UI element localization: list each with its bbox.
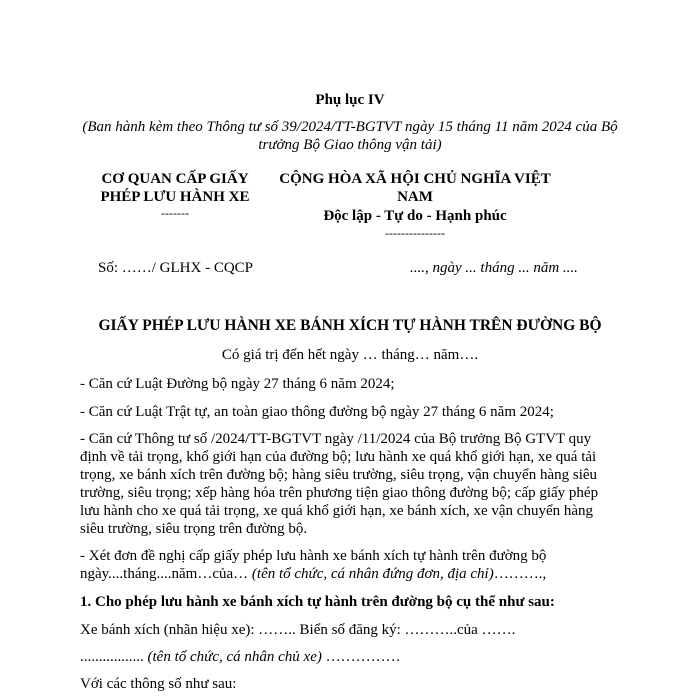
nation-dashes: --------------- — [385, 226, 445, 240]
request-trailing-dots: ………., — [493, 566, 547, 582]
params-line: Với các thông số như sau: — [80, 676, 237, 692]
circular-basis-line: siêu trường, siêu trọng trên đường bộ. — [80, 521, 308, 537]
nation-name-line2: NAM — [397, 189, 433, 205]
agency-dashes: ------- — [161, 206, 189, 220]
main-title: GIẤY PHÉP LƯU HÀNH XE BÁNH XÍCH TỰ HÀNH TRÊN ĐƯỜNG BỘ — [98, 317, 602, 334]
request-line1: - Xét đơn đề nghị cấp giấy phép lưu hành xe bánh xích tự hành trên đường bộ — [80, 548, 547, 564]
vehicle-line: Xe bánh xích (nhãn hiệu xe): …….. Biển số đăng ký: ………..của ……. — [80, 622, 516, 638]
agency-name-line2: PHÉP LƯU HÀNH XE — [100, 189, 250, 205]
owner-line — [80, 648, 401, 666]
place-date: ...., ngày ... tháng ... năm .... — [410, 260, 578, 276]
circular-basis-line: trọng, xe bánh xích trên đường bộ; hàng siêu trường, siêu trọng, vận chuyển hàng siêu — [80, 467, 598, 483]
appendix-title: Phụ lục IV — [315, 92, 385, 108]
agency-name-line1: CƠ QUAN CẤP GIẤY — [101, 171, 249, 187]
basis-road-law: - Căn cứ Luật Đường bộ ngày 27 tháng 6 năm 2024; — [80, 376, 395, 392]
nation-name-line1: CỘNG HÒA XÃ HỘI CHỦ NGHĨA VIỆT — [279, 171, 551, 187]
issued-note-line2: trưởng Bộ Giao thông vận tải) — [258, 137, 442, 153]
circular-basis-line: lưu hành cho xe quá tải trọng, xe quá khổ giới hạn, xe bánh xích, xe vận chuyển hàng — [80, 503, 594, 519]
circular-basis-line: định về tải trọng, khổ giới hạn của đường bộ; lưu hành xe quá khổ giới hạn, xe quá tải — [80, 449, 597, 465]
request-applicant-placeholder: (tên tổ chức, cá nhân đứng đơn, địa chỉ) — [251, 566, 494, 582]
owner-placeholder: (tên tổ chức, cá nhân chủ xe) — [147, 649, 322, 665]
national-motto: Độc lập - Tự do - Hạnh phúc — [323, 208, 507, 224]
circular-basis-line: - Căn cứ Thông tư số /2024/TT-BGTVT ngày /11/2024 của Bộ trưởng Bộ GTVT quy — [80, 431, 592, 447]
owner-leading-dots: ................. — [80, 649, 148, 665]
basis-traffic-law: - Căn cứ Luật Trật tự, an toàn giao thông đường bộ ngày 27 tháng 6 năm 2024; — [80, 404, 554, 420]
validity-line: Có giá trị đến hết ngày … tháng… năm…. — [221, 347, 479, 363]
request-line2 — [80, 565, 546, 583]
circular-basis-line: trường, siêu trọng; xếp hàng hóa trên phương tiện giao thông đường bộ; cấp giấy phép — [80, 485, 599, 501]
document-number: Số: ……/ GLHX - CQCP — [98, 260, 254, 276]
section1-heading: 1. Cho phép lưu hành xe bánh xích tự hành trên đường bộ cụ thể như sau: — [80, 594, 555, 610]
issued-note-line1: (Ban hành kèm theo Thông tư số 39/2024/TT-BGTVT ngày 15 tháng 11 năm 2024 của Bộ — [82, 119, 618, 135]
request-date-text: ngày....tháng....năm…của… — [80, 566, 252, 582]
owner-trailing-dots: …………… — [321, 649, 401, 665]
